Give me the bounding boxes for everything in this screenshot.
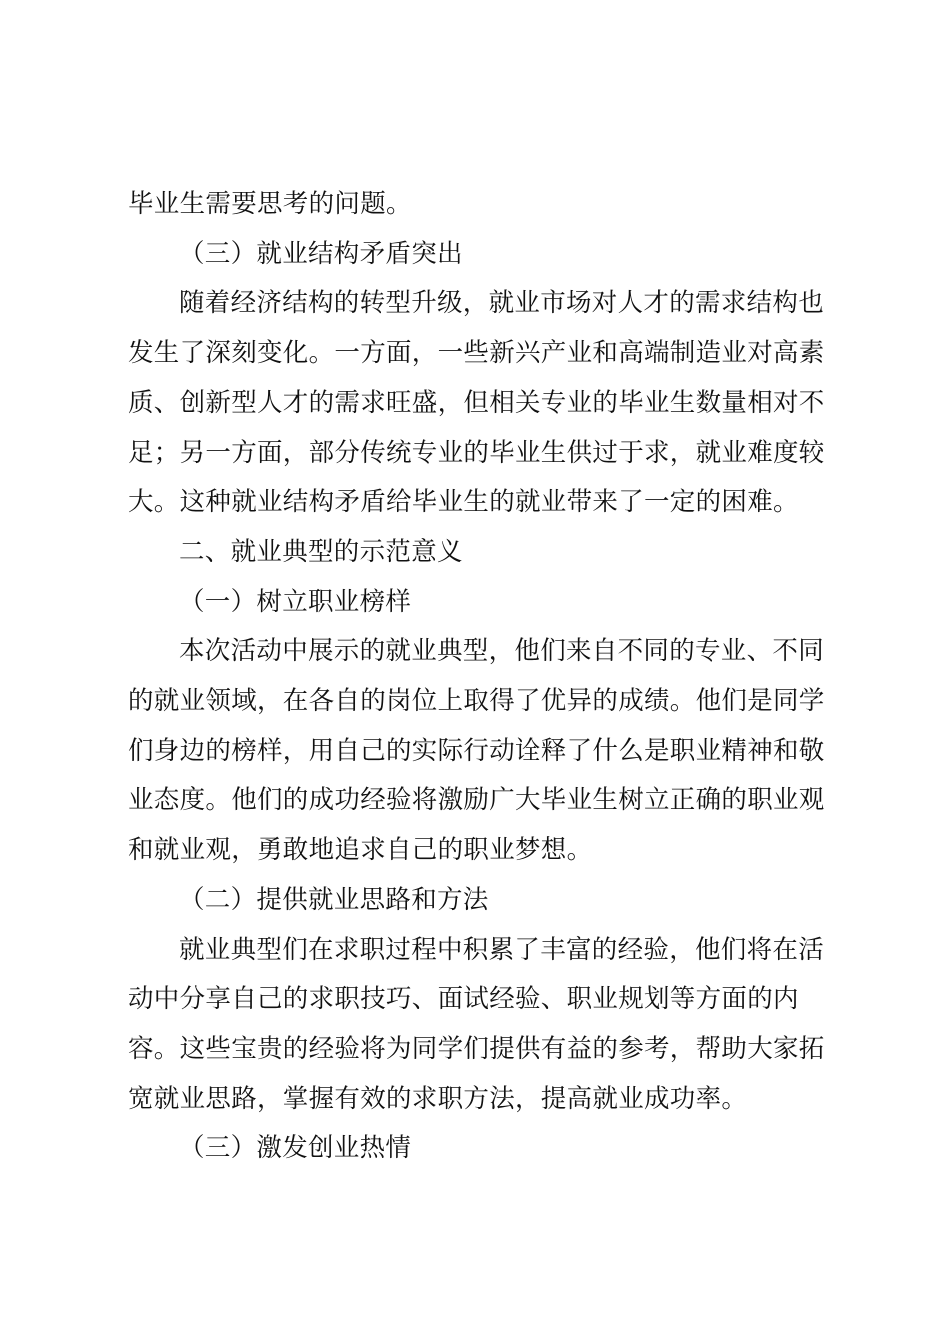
- section-heading-entrepreneurship: （三）激发创业热情: [179, 1133, 412, 1164]
- paragraph-ideas-methods: 就业典型们在求职过程中积累了丰富的经验，他们将在活动中分享自己的求职技巧、面试经验、职业规划等方面的内容。这些宝贵的经验将为同学们提供有益的参考，帮助大家拓宽就业思路，掌握有效的求职方法，提高就业成功率。: [128, 934, 825, 1114]
- paragraph-structure-conflict: 随着经济结构的转型升级，就业市场对人才的需求结构也发生了深刻变化。一方面，一些新兴产业和高端制造业对高素质、创新型人才的需求旺盛，但相关专业的毕业生数量相对不足；另一方面，部分传统专业的毕业生供过于求，就业难度较大。这种就业结构矛盾给毕业生的就业带来了一定的困难。: [128, 288, 825, 518]
- chapter-heading-demonstration: 二、就业典型的示范意义: [179, 536, 463, 567]
- section-heading-role-models: （一）树立职业榜样: [179, 586, 412, 617]
- paragraph-role-models: 本次活动中展示的就业典型，他们来自不同的专业、不同的就业领域，在各自的岗位上取得了优异的成绩。他们是同学们身边的榜样，用自己的实际行动诠释了什么是职业精神和敬业态度。他们的成功经验将激励广大毕业生树立正确的职业观和就业观，勇敢地追求自己的职业梦想。: [128, 636, 825, 866]
- section-heading-structure-conflict: （三）就业结构矛盾突出: [179, 238, 463, 269]
- paragraph-continued: 毕业生需要思考的问题。: [128, 189, 412, 219]
- section-heading-ideas-methods: （二）提供就业思路和方法: [179, 884, 489, 915]
- document-body: [128, 180, 840, 1174]
